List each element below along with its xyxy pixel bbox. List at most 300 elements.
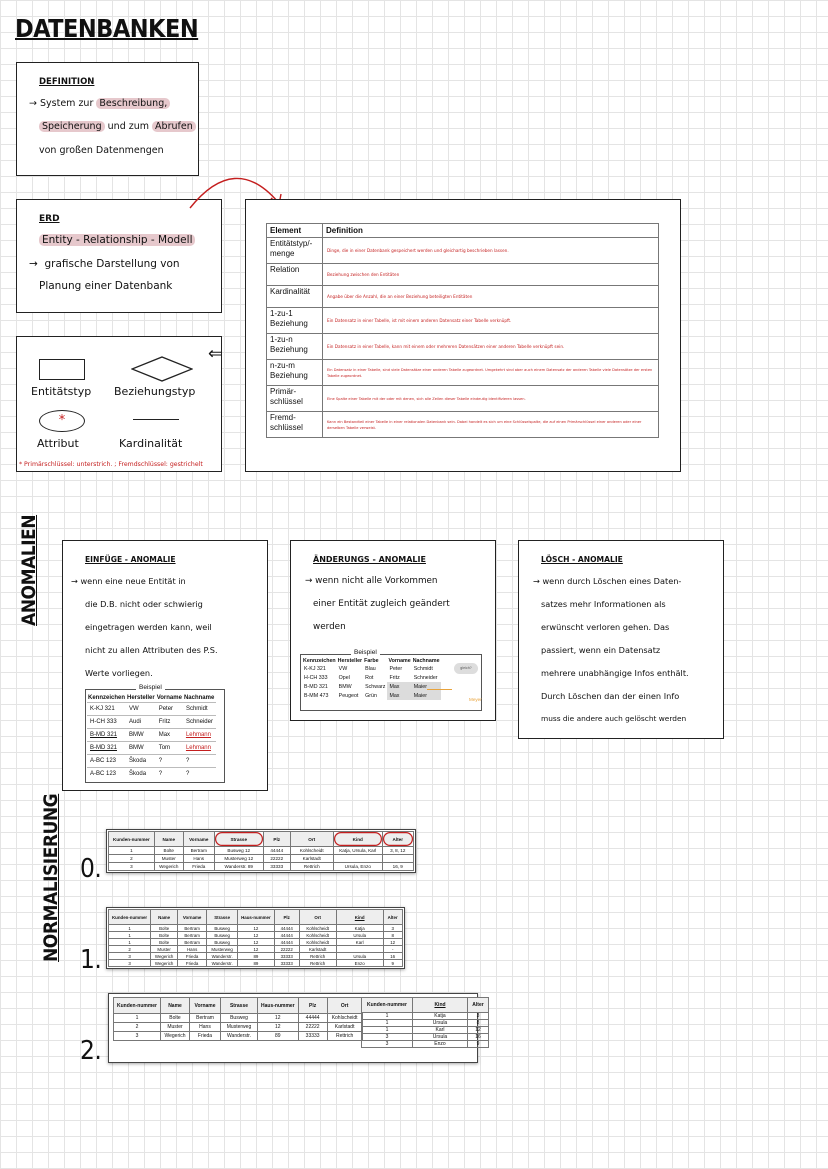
- change-example-cell: BMW: [338, 683, 352, 690]
- change-example-cell: Schneider: [413, 674, 438, 681]
- nf0-header-row: [109, 832, 414, 847]
- nf1-header-row: [109, 910, 403, 925]
- nf1-header-cell: Plz: [274, 910, 299, 925]
- nf0-header-cell: Name: [154, 832, 183, 847]
- nf1-row: [109, 925, 403, 932]
- change-example-cell: B-MD 321: [304, 683, 328, 690]
- nf1-cell: Enzo: [336, 960, 383, 967]
- insert-example-header-row: [87, 694, 216, 703]
- nf2-customer-table: [113, 997, 363, 1041]
- nf1-cell: 44444: [274, 932, 299, 939]
- erd-row-definition: Ein Datensatz in einer Tabelle, kann mit einem oder mehreren Datensätzen einer anderen Tabelle verknüpft sein.: [323, 334, 659, 360]
- erd-row-element: Fremd-schlüssel: [267, 412, 323, 438]
- nf2-customer-cell: 12: [258, 1014, 299, 1023]
- change-example-cell: Rot: [365, 674, 374, 681]
- nf0-header-cell: Alter: [382, 832, 413, 847]
- nf2-customer-header-cell: Strasse: [221, 998, 258, 1014]
- change-example-note: Meyer: [469, 697, 482, 702]
- erd-table-row: [267, 308, 659, 334]
- insert-example-cell: ?: [185, 771, 190, 777]
- nf1-cell: Ursula: [336, 953, 383, 960]
- nf2-children-cell: 16: [468, 1034, 489, 1041]
- nf0-cell: 3: [109, 863, 155, 871]
- delete-anomaly-box: [518, 540, 724, 739]
- nf2-customer-cell: Rettrich: [327, 1032, 362, 1041]
- entity-label: Entitätstyp: [31, 385, 92, 398]
- nf2-children-cell: 12: [468, 1027, 489, 1034]
- nf2-children-cell: 9: [468, 1041, 489, 1048]
- nf1-cell: Katja: [336, 925, 383, 932]
- erd-row-definition: Ein Datensatz in einer Tabelle, sind viele Datensätze einer anderen Tabelle zugeordnet. Umgekehrt sind aber auch einem Datensatz der anderen Tabelle viele Datensätze der ersten Tabelle zugeordnet.: [323, 360, 659, 386]
- erd-table-row: [267, 264, 659, 286]
- change-example-cell: B-MM 473: [304, 692, 329, 699]
- nf2-customer-header-cell: Plz: [298, 998, 327, 1014]
- change-example-header-cell: Nachname: [412, 658, 440, 664]
- nf0-cell: [333, 855, 382, 863]
- insert-example-row: [87, 768, 216, 781]
- change-example-cell: Grün: [365, 692, 377, 699]
- nf2-customer-cell: 89: [258, 1032, 299, 1041]
- erd-line-2: → grafische Darstellung von: [29, 258, 180, 270]
- nf2-children-header-cell: Alter: [468, 998, 489, 1013]
- insert-anomaly-box: [62, 540, 268, 791]
- nf1-cell: Busweg: [207, 932, 238, 939]
- nf0-cell: Busweg 12: [214, 847, 263, 855]
- change-example-cell: Schmidt: [413, 665, 433, 672]
- nf2-customer-cell: Busweg: [221, 1014, 258, 1023]
- nf2-children-cell: 3: [362, 1034, 413, 1041]
- change-example-cell: Blau: [365, 665, 376, 672]
- nf0-header-cell: Strasse: [214, 832, 263, 847]
- nf1-cell: Karlstadt: [299, 946, 336, 953]
- nf2-children-header-row: [362, 998, 489, 1013]
- nf0-header-cell: Plz: [263, 832, 290, 847]
- change-example-row: [302, 691, 441, 700]
- nf1-cell: Kohlscheidt: [299, 932, 336, 939]
- erd-table-row: [267, 238, 659, 264]
- change-example-bubble: gleich?: [454, 663, 478, 674]
- nf1-cell: Bolte: [151, 932, 178, 939]
- nf0-cell: Katja, Ursula, Karl: [333, 847, 382, 855]
- change-example-cell: Peter: [389, 665, 403, 672]
- erd-row-element: n-zu-m Beziehung: [267, 360, 323, 386]
- definition-line-1: → System zur Beschreibung,: [29, 98, 170, 109]
- change-example-header-cell: Hersteller: [337, 658, 363, 664]
- change-anomaly-box: [290, 540, 496, 721]
- erd-table-row: [267, 334, 659, 360]
- nf0-cell: 22222: [263, 855, 290, 863]
- nf1-cell: 12: [238, 925, 275, 932]
- nf1-cell: 12: [383, 939, 402, 946]
- cardinality-line: [133, 419, 179, 420]
- insert-example-cell: Škoda: [129, 758, 147, 764]
- delete-anomaly-heading: LÖSCH - ANOMALIE: [541, 555, 623, 564]
- insert-anomaly-heading: EINFÜGE - ANOMALIE: [85, 555, 176, 564]
- nf1-cell: Wegerich: [151, 960, 178, 967]
- normalisierung-title: NORMALISIERUNG: [40, 793, 62, 962]
- nf2-table-wrap: [108, 993, 484, 1063]
- delete-anomaly-text: → wenn durch Löschen eines Daten- satzes mehr Informationen als erwünscht verloren gehen. Das passiert, wenn ein Datensatz mehrere unabhängige Infos enthält. Durch Löschen dan der einen Info muss die andere auch gelöscht werden: [533, 576, 689, 723]
- nf1-cell: 44444: [274, 925, 299, 932]
- nf2-customer-cell: Frieda: [190, 1032, 221, 1041]
- insert-example-cell: Lehmann: [185, 732, 211, 738]
- nf2-children-cell: Enzo: [413, 1041, 468, 1048]
- double-arrow-icon: ⇐: [208, 344, 223, 363]
- nf0-cell: 16, 9: [382, 863, 413, 871]
- nf1-table: [108, 909, 403, 967]
- nf1-row: [109, 960, 403, 967]
- nf2-children-cell: 1: [362, 1027, 413, 1034]
- insert-example-cell: ?: [185, 758, 190, 764]
- nf0-row: [109, 855, 414, 863]
- nf1-cell: Muster: [151, 946, 178, 953]
- nf2-customer-cell: Bertram: [190, 1014, 221, 1023]
- nf2-customer-header-cell: Name: [161, 998, 190, 1014]
- nf1-cell: 1: [109, 939, 151, 946]
- nf0-cell: 3, 8, 12: [382, 847, 413, 855]
- nf0-cell: Rettrich: [290, 863, 333, 871]
- nf1-table-wrap: [106, 907, 405, 969]
- insert-example-header-cell: Nachname: [183, 695, 215, 701]
- nf2-customer-cell: 2: [114, 1023, 161, 1032]
- insert-example-cell: Lehmann: [185, 745, 211, 751]
- nf2-children-cell: Ursula: [413, 1020, 468, 1027]
- nf1-cell: 89: [238, 953, 275, 960]
- nf1-cell: 1: [109, 925, 151, 932]
- insert-example-cell: ?: [158, 758, 163, 764]
- nf2-customer-cell: 12: [258, 1023, 299, 1032]
- insert-example-row: [87, 703, 216, 716]
- insert-example-header-cell: Vorname: [156, 695, 182, 701]
- nf2-customer-cell: 33333: [298, 1032, 327, 1041]
- nf1-row: [109, 953, 403, 960]
- nf2-customer-header-cell: Vorname: [190, 998, 221, 1014]
- nf1-cell: Frieda: [178, 960, 207, 967]
- insert-example-header-cell: Hersteller: [127, 695, 155, 701]
- change-example-row: [302, 664, 441, 673]
- symbols-box: [16, 336, 222, 472]
- nf1-row: [109, 946, 403, 953]
- change-example-label: Beispiel: [351, 649, 380, 656]
- insert-example-cell: Peter: [158, 706, 174, 712]
- nf0-cell: Hans: [183, 855, 214, 863]
- erd-row-element: 1-zu-n Beziehung: [267, 334, 323, 360]
- nf2-customer-row: [114, 1023, 363, 1032]
- change-example-header-cell: Farbe: [364, 658, 379, 664]
- change-example-cell: Maier: [412, 691, 441, 700]
- erd-row-definition: Angabe über die Anzahl, die an einer Beziehung beteiligten Entitäten: [323, 286, 659, 308]
- relation-diamond-shape: [131, 356, 193, 382]
- nf1-label: 1.: [80, 945, 102, 975]
- change-example-header-row: [302, 658, 441, 664]
- insert-example-cell: B-MD 321: [90, 745, 118, 751]
- cardinality-label: Kardinalität: [119, 437, 183, 450]
- erd-row-element: Kardinalität: [267, 286, 323, 308]
- nf1-cell: Kohlscheidt: [299, 925, 336, 932]
- nf0-cell: 2: [109, 855, 155, 863]
- erd-table-row: [267, 412, 659, 438]
- nf2-children-row: [362, 1034, 489, 1041]
- insert-example-cell: ?: [158, 771, 163, 777]
- nf1-header-cell: Strasse: [207, 910, 238, 925]
- nf1-cell: 33333: [274, 953, 299, 960]
- nf1-cell: Musterweg: [207, 946, 238, 953]
- nf1-header-cell: Alter: [383, 910, 402, 925]
- change-example-cell: Schwarz: [365, 683, 386, 690]
- nf1-cell: Bertram: [178, 925, 207, 932]
- nf1-cell: Karl: [336, 939, 383, 946]
- nf2-customer-row: [114, 1014, 363, 1023]
- nf2-customer-header-row: [114, 998, 363, 1014]
- erd-box: [16, 199, 222, 313]
- erd-definition-table: [266, 223, 659, 438]
- primary-key-star: *: [58, 413, 66, 428]
- change-example-cell: Fritz: [389, 674, 400, 681]
- nf2-children-cell: Karl: [413, 1027, 468, 1034]
- insert-example-row: [87, 729, 216, 742]
- nf1-cell: Frieda: [178, 953, 207, 960]
- nf1-cell: Busweg: [207, 939, 238, 946]
- change-arrow-line: [427, 689, 452, 690]
- nf1-cell: Bertram: [178, 932, 207, 939]
- nf2-customer-cell: 22222: [298, 1023, 327, 1032]
- nf1-header-cell: Haus-nummer: [238, 910, 275, 925]
- nf0-cell: Frieda: [183, 863, 214, 871]
- erd-row-element: Entitätstyp/-menge: [267, 238, 323, 264]
- nf0-cell: 33333: [263, 863, 290, 871]
- nf2-customer-cell: Kohlscheidt: [327, 1014, 362, 1023]
- nf1-cell: 9: [383, 960, 402, 967]
- change-example-cell: H-CH 333: [304, 674, 328, 681]
- erd-row-definition: Ein Datensatz in einer Tabelle, ist mit einem anderen Datensatz einer Tabelle verknüpft.: [323, 308, 659, 334]
- nf1-header-cell: Name: [151, 910, 178, 925]
- nf1-cell: 3: [383, 925, 402, 932]
- nf0-table: [108, 831, 414, 871]
- definition-line-2: Speicherung und zum Abrufen: [39, 121, 196, 132]
- nf1-cell: 3: [109, 960, 151, 967]
- insert-example-cell: Škoda: [129, 771, 147, 777]
- erd-table-row: [267, 286, 659, 308]
- nf2-customer-cell: Karlstadt: [327, 1023, 362, 1032]
- nf2-children-header-cell: Kind: [413, 998, 468, 1013]
- erd-table-row: [267, 360, 659, 386]
- nf1-cell: 16: [383, 953, 402, 960]
- nf0-cell: [382, 855, 413, 863]
- nf2-customer-cell: Wanderstr.: [221, 1032, 258, 1041]
- nf1-header-cell: Vorname: [178, 910, 207, 925]
- nf0-header-cell: Kunden-nummer: [109, 832, 155, 847]
- nf2-customer-row: [114, 1032, 363, 1041]
- nf1-cell: 8: [383, 932, 402, 939]
- definition-heading: DEFINITION: [39, 77, 95, 87]
- nf1-cell: 12: [238, 939, 275, 946]
- nf1-cell: 22222: [274, 946, 299, 953]
- insert-example-cell: Tom: [158, 745, 171, 751]
- insert-example-cell: Fritz: [158, 719, 171, 725]
- nf0-cell: Bertram: [183, 847, 214, 855]
- page-title: DATENBANKEN: [15, 14, 199, 43]
- nf2-customer-cell: Wegerich: [161, 1032, 190, 1041]
- nf2-children-cell: 8: [468, 1020, 489, 1027]
- nf2-children-table: [361, 997, 489, 1048]
- nf0-cell: Bolte: [154, 847, 183, 855]
- nf1-cell: Wanderstr.: [207, 960, 238, 967]
- nf1-cell: Hans: [178, 946, 207, 953]
- erd-table-row: [267, 386, 659, 412]
- nf2-children-cell: 1: [362, 1020, 413, 1027]
- insert-example-header-cell: Kennzeichen: [88, 695, 126, 701]
- nf2-children-header-cell: Kunden-nummer: [362, 998, 413, 1013]
- nf1-cell: Wanderstr.: [207, 953, 238, 960]
- nf0-header-cell: Kind: [333, 832, 382, 847]
- definition-box: [16, 62, 199, 176]
- erd-row-definition: Eine Spalte einer Tabelle mit der oder mit denen, sich alle Zeilen dieser Tabelle eindeutig identifizieren lassen.: [323, 386, 659, 412]
- nf1-cell: Ursula: [336, 932, 383, 939]
- insert-example-cell: Audi: [129, 719, 142, 725]
- change-example-header-cell: Kennzeichen: [303, 658, 336, 664]
- nf1-cell: Busweg: [207, 925, 238, 932]
- nf2-customer-cell: Hans: [190, 1023, 221, 1032]
- nf2-customer-header-cell: Kunden-nummer: [114, 998, 161, 1014]
- nf1-row: [109, 932, 403, 939]
- insert-example-cell: A-BC 123: [90, 771, 117, 777]
- nf1-cell: 89: [238, 960, 275, 967]
- nf0-cell: Musterweg 12: [214, 855, 263, 863]
- nf0-cell: 1: [109, 847, 155, 855]
- erd-header-element: Element: [267, 224, 323, 238]
- nf0-cell: 44444: [263, 847, 290, 855]
- nf0-label: 0.: [80, 854, 102, 884]
- nf1-cell: 12: [238, 946, 275, 953]
- nf2-children-cell: Ursula: [413, 1034, 468, 1041]
- erd-table-box: [245, 199, 681, 472]
- change-anomaly-heading: ÄNDERUNGS - ANOMALIE: [313, 555, 426, 564]
- insert-anomaly-text: → wenn eine neue Entität in die D.B. nicht oder schwierig eingetragen werden kann, weil nicht zu allen Attributen des P.S. Werte vorliegen.: [71, 576, 218, 678]
- nf1-cell: 2: [109, 946, 151, 953]
- nf2-children-row: [362, 1041, 489, 1048]
- nf0-cell: Ursula, Enzo: [333, 863, 382, 871]
- nf2-children-row: [362, 1027, 489, 1034]
- attribute-label: Attribut: [37, 437, 79, 450]
- insert-example-cell: H-CH 333: [90, 719, 117, 725]
- insert-example-cell: VW: [129, 706, 139, 712]
- change-example-cell: VW: [338, 665, 348, 672]
- nf2-customer-cell: Muster: [161, 1023, 190, 1032]
- nf2-children-cell: 3: [468, 1013, 489, 1020]
- insert-example-cell: Schneider: [185, 719, 213, 725]
- nf2-children-cell: 1: [362, 1013, 413, 1020]
- nf1-cell: 1: [109, 932, 151, 939]
- change-example: [300, 649, 482, 711]
- nf1-cell: -: [383, 946, 402, 953]
- insert-example-row: [87, 755, 216, 768]
- insert-example-cell: B-MD 321: [90, 732, 118, 738]
- erd-line-3: Planung einer Datenbank: [39, 280, 173, 292]
- nf0-cell: Wanderstr. 89: [214, 863, 263, 871]
- nf0-row: [109, 847, 414, 855]
- insert-example-cell: Schmidt: [185, 706, 208, 712]
- insert-example-cell: K-KJ 321: [90, 706, 115, 712]
- insert-example-row: [87, 716, 216, 729]
- nf0-table-wrap: [106, 829, 416, 873]
- nf1-row: [109, 939, 403, 946]
- nf2-children-cell: 3: [362, 1041, 413, 1048]
- relation-label: Beziehungstyp: [114, 385, 196, 398]
- anomalien-title: ANOMALIEN: [18, 514, 40, 626]
- nf2-children-row: [362, 1020, 489, 1027]
- nf1-cell: Bolte: [151, 925, 178, 932]
- erd-row-element: 1-zu-1 Beziehung: [267, 308, 323, 334]
- nf2-label: 2.: [80, 1036, 102, 1066]
- nf2-customer-cell: Musterweg: [221, 1023, 258, 1032]
- change-example-cell: Opel: [338, 674, 350, 681]
- nf0-header-cell: Vorname: [183, 832, 214, 847]
- nf1-header-cell: Ort: [299, 910, 336, 925]
- change-example-row: [302, 673, 441, 682]
- erd-row-element: Primär-schlüssel: [267, 386, 323, 412]
- nf0-header-cell: Ort: [290, 832, 333, 847]
- erd-full-name: Entity - Relationship - Modell: [39, 234, 195, 246]
- nf1-cell: 44444: [274, 939, 299, 946]
- insert-example-cell: Max: [158, 732, 171, 738]
- definition-line-3: von großen Datenmengen: [39, 145, 164, 156]
- nf1-cell: Wegerich: [151, 953, 178, 960]
- key-footnote: * Primärschlüssel: unterstrich. ; Fremdschlüssel: gestrichelt: [19, 461, 203, 468]
- nf2-customer-cell: 1: [114, 1014, 161, 1023]
- attribute-ellipse-shape: [39, 410, 85, 432]
- change-example-cell: K-KJ 321: [304, 665, 326, 672]
- insert-example-cell: BMW: [129, 745, 144, 751]
- nf0-cell: Muster: [154, 855, 183, 863]
- change-example-cell: Max: [387, 682, 411, 691]
- nf1-cell: Rettrich: [299, 960, 336, 967]
- nf2-children-row: [362, 1013, 489, 1020]
- nf2-customer-header-cell: Ort: [327, 998, 362, 1014]
- change-example-cell: Maier: [412, 682, 441, 691]
- erd-row-element: Relation: [267, 264, 323, 286]
- insert-example-cell: A-BC 123: [90, 758, 117, 764]
- nf1-cell: Kohlscheidt: [299, 939, 336, 946]
- insert-example: [85, 684, 225, 783]
- insert-example-label: Beispiel: [136, 684, 165, 691]
- change-example-cell: Peugeot: [338, 692, 359, 699]
- nf1-cell: Bolte: [151, 939, 178, 946]
- nf2-customer-cell: 3: [114, 1032, 161, 1041]
- entity-shape: [39, 359, 85, 380]
- nf1-header-cell: Kunden-nummer: [109, 910, 151, 925]
- nf1-cell: Bertram: [178, 939, 207, 946]
- nf2-children-cell: Katja: [413, 1013, 468, 1020]
- nf1-cell: 33333: [274, 960, 299, 967]
- nf1-cell: Rettrich: [299, 953, 336, 960]
- nf2-customer-cell: 44444: [298, 1014, 327, 1023]
- nf0-row: [109, 863, 414, 871]
- erd-row-definition: Kann ein Bestandteil einer Tabelle in einer relationalen Datenbank sein. Dabei handelt es sich um eine Schlüsselspalte, die auf einen Primärschlüssel einer anderen oder einer derselben Tabelle verweist.: [323, 412, 659, 438]
- change-example-cell: Max: [387, 691, 411, 700]
- erd-header-definition: Definition: [323, 224, 659, 238]
- nf1-cell: 3: [109, 953, 151, 960]
- nf0-cell: Karlstadt: [290, 855, 333, 863]
- erd-row-definition: Beziehung zwischen den Entitäten: [323, 264, 659, 286]
- nf1-cell: 12: [238, 932, 275, 939]
- nf1-cell: [336, 946, 383, 953]
- change-example-row: [302, 682, 441, 691]
- nf2-customer-header-cell: Haus-nummer: [258, 998, 299, 1014]
- insert-example-cell: BMW: [129, 732, 144, 738]
- change-example-header-cell: Vorname: [388, 658, 411, 664]
- change-anomaly-text: → wenn nicht alle Vorkommen einer Entität zugleich geändert werden: [305, 576, 450, 632]
- erd-heading: ERD: [39, 214, 60, 224]
